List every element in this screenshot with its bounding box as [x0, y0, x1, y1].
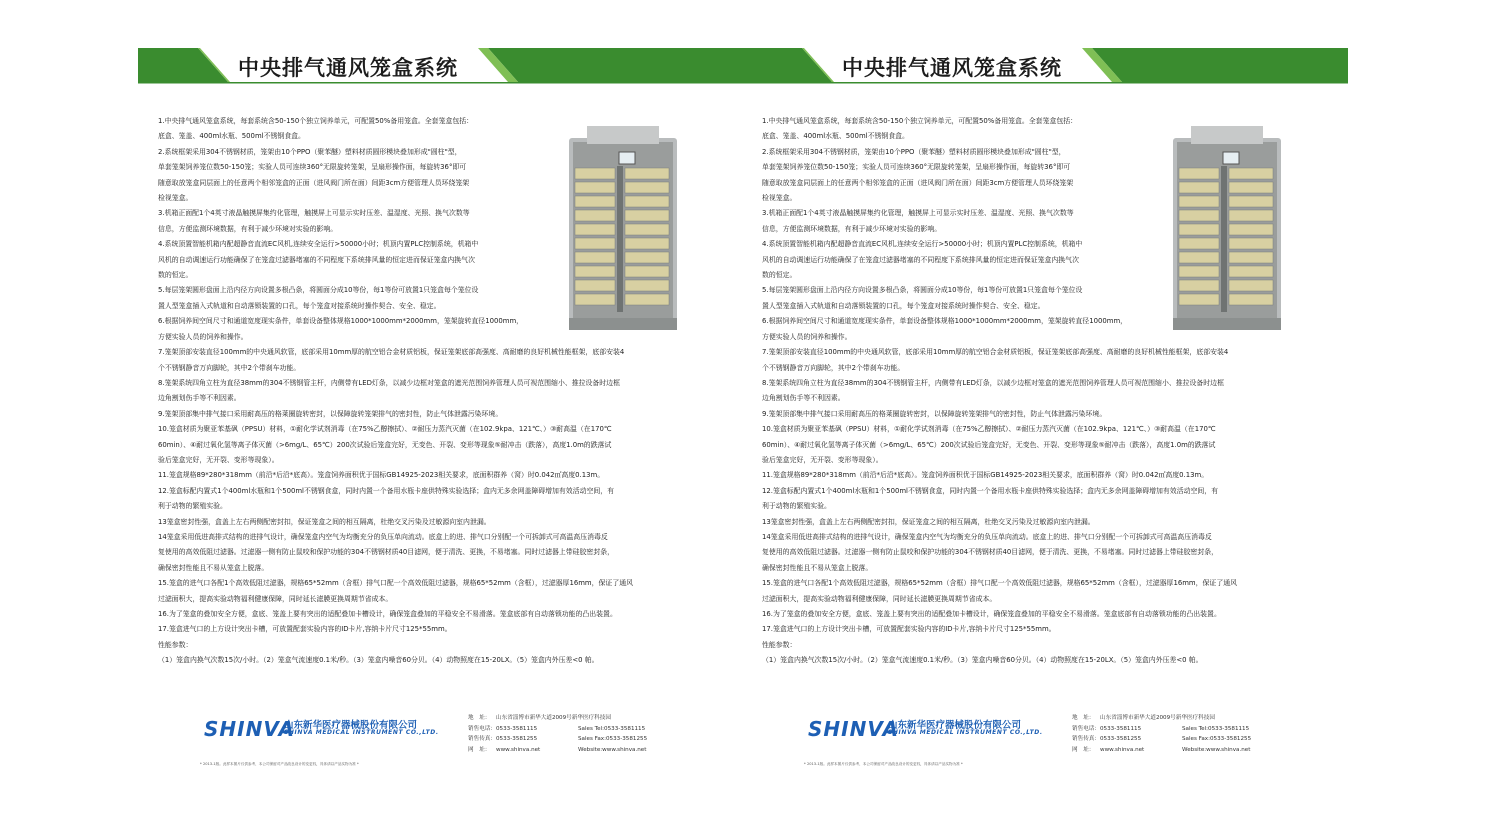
brochure-page-right [742, 0, 1348, 813]
contact-tel: 销售电话：0533-3581115 Sales Tel:0533-3581115 [1072, 725, 1250, 732]
logo-wordmark: SHINVA [808, 717, 899, 741]
spec-paragraph: 1.中央排气通风笼盒系统，每套系统含50-150个独立饲养单元，可配置50%备用笼盒。全套笼盒包括： 底盒、笼盖、400ml水瓶、500ml不锈钢食盒。 [762, 117, 1078, 141]
spec-paragraph: 4.系统顶置智能机箱内配超静音直流EC风机,连续安全运行>50000小时；机顶内置PLC控制系统，机箱中 风机的自动调速运行功能确保了在笼盒过滤器堵塞的不同程度下系统排风量的恒定进而保证笼盒内换气次 数的恒定。 [158, 240, 479, 280]
performance-values: （1）笼盒内换气次数15次/小时。（2）笼盒气流速度0.1米/秒。（3）笼盒内噪音60分贝。（4）动物照度在15-20LX。（5）笼盒内外压差<0 帕。 [762, 656, 1203, 665]
spec-paragraph: 14笼盒采用低进高排式结构的进排气设计，确保笼盒内空气为均衡充分的负压单向流动。底盒上的进、排气口分别配一个可拆卸式可高温高压消毒反 复使用的高效低阻过滤器。过滤器一侧有防止鼠咬和保护功能的304不锈钢材质40目滤网，便于清洗、更换，不易堵塞。同时过滤器上带硅胶密封条， 确保密封性能且不易从笼盒上脱落。 [762, 532, 1219, 572]
spec-paragraph: 14笼盒采用低进高排式结构的进排气设计，确保笼盒内空气为均衡充分的负压单向流动。底盒上的进、排气口分别配一个可拆卸式可高温高压消毒反 复使用的高效低阻过滤器。过滤器一侧有防止鼠咬和保护功能的304不锈钢材质40目滤网，便于清洗、更换，不易堵塞。同时过滤器上带硅胶密封条， 确保密封性能且不易从笼盒上脱落。 [158, 532, 615, 572]
performance-heading: 性能参数： [762, 640, 797, 649]
contact-fax: 销售传真：0533-3581255 Sales Fax:0533-3581255 [468, 736, 648, 743]
spec-paragraph: 12.笼盒标配内置式1个400ml水瓶和1个500ml不锈钢食盒，同时内置一个备用水瓶卡座供特殊实验选择；盒内无多余网盖障碍增加有效活动空间，有 利于动物的繁殖实验。 [158, 486, 615, 511]
spec-paragraph: 5.每层笼架圆形盘面上沿内径方向设置多根凸条，将圆面分成10等份，每1等份可放置1只笼盒每个笼位设 置人型笼盒插入式轨道和自动落锁装置的口孔，每个笼盒对接系统时操作契合、安全、稳定。 [762, 286, 1083, 310]
title-banner [742, 48, 1348, 86]
company-name-en: SHINVA MEDICAL INSTRUMENT CO.,LTD. [888, 729, 1043, 736]
spec-text [762, 114, 1348, 669]
spec-paragraph: 15.笼盒的进气口各配1个高效低阻过滤器，规格65*52mm（含框）排气口配一个高效低阻过滤器，规格65*52mm（含框），过滤器厚16mm，保证了通风 过滤面积大，提高实验动物福利健康保障，同时延长滤膜更换周期节省成本。 [762, 579, 1237, 603]
spec-paragraph: 12.笼盒标配内置式1个400ml水瓶和1个500ml不锈钢食盒，同时内置一个备用水瓶卡座供特殊实验选择；盒内无多余网盖障碍增加有效活动空间，有 利于动物的繁殖实验。 [762, 486, 1219, 511]
company-name-en: SHINVA MEDICAL INSTRUMENT CO.,LTD. [284, 729, 439, 736]
shinva-logo [808, 717, 1043, 741]
spec-paragraph: 4.系统顶置智能机箱内配超静音直流EC风机,连续安全运行>50000小时；机顶内置PLC控制系统，机箱中 风机的自动调速运行功能确保了在笼盒过滤器堵塞的不同程度下系统排风量的恒定进而保证笼盒内换气次 数的恒定。 [762, 240, 1083, 280]
spec-paragraph: 8.笼架系统四角立柱为直径38mm的304不锈钢管主杆，内侧带有LED灯条，以减少边框对笼盒的遮光范围饲养管理人员可视范围缩小、推拉设备时边框 边角割划伤手等不利因素。 [158, 378, 620, 403]
contact-address: 地 址： 山东省淄博市新华大道2009号新华医疗科技园 [468, 715, 611, 721]
brochure-page-left [138, 0, 744, 813]
contact-info [468, 713, 738, 755]
disclaimer: * 2013-1版。此样本图片仅供参考，本公司保留对产品改良设计的变更权，具体请以产品实物为准 * [804, 762, 963, 766]
spec-paragraph: 11.笼盒规格89*280*318mm（前沿*后沿*底高）。笼盒饲养面积优于国标GB14925-2023相关要求，底面积群养（窝）时0.042㎡高度0.13m。 [158, 471, 605, 480]
spec-paragraph: 6.根据饲养间空间尺寸和通道宽度现实条件，单套设备整体规格1000*1000mm*2000mm，笼架旋转直径1000mm， 方便实验人员的饲养和操作。 [158, 317, 524, 341]
spec-paragraph: 3.机箱正面配1个4英寸液晶触摸屏集约化管理，触摸屏上可显示实时压差、温湿度、光照、换气次数等 信息，方便监测环境数据，有利于减少环境对实验的影响。 [762, 209, 1074, 233]
spec-paragraph: 5.每层笼架圆形盘面上沿内径方向设置多根凸条，将圆面分成10等份，每1等份可放置1只笼盒每个笼位设 置人型笼盒插入式轨道和自动落锁装置的口孔，每个笼盒对接系统时操作契合、安全、稳定。 [158, 286, 479, 310]
company-name-cn: 山东新华医疗器械股份有限公司 [284, 720, 418, 731]
contact-tel: 销售电话：0533-3581115 Sales Tel:0533-3581115 [468, 725, 646, 732]
contact-website: 网 址： www.shinva.net Website:www.shinva.net [468, 746, 647, 753]
spec-paragraph: 17.笼盒进气口的上方设计突出卡槽，可放置配套实验内容的ID卡片,容纳卡片尺寸125*55mm。 [158, 625, 452, 634]
brochure-title: 中央排气通风笼盒系统 [238, 56, 458, 80]
spec-paragraph: 10.笼盒材质为聚亚苯基砜（PPSU）材料，①耐化学试剂消毒（在75%乙醇擦拭）、②耐压力蒸汽灭菌（在102.9kpa、121℃、）③耐高温（在170℃ 60min）、④耐过氧化氢等离子体灭菌（>6mg/L、65℃）200次试验后笼盒完好，无变色、开裂、变形等现象⑤耐冲击（跌落），高度1.0m的跌落试 验后笼盒完好，无开裂、变形等现象）。 [762, 425, 1216, 464]
spec-paragraph: 11.笼盒规格89*280*318mm（前沿*后沿*底高）。笼盒饲养面积优于国标GB14925-2023相关要求，底面积群养（窝）时0.042㎡高度0.13m。 [762, 471, 1209, 480]
disclaimer: * 2013-1版。此样本图片仅供参考，本公司保留对产品改良设计的变更权，具体请以产品实物为准 * [200, 762, 359, 766]
contact-website: 网 址： www.shinva.net Website:www.shinva.net [1072, 746, 1251, 753]
brochure-footer [198, 710, 738, 780]
brochure-footer [802, 710, 1342, 780]
spec-paragraph: 15.笼盒的进气口各配1个高效低阻过滤器，规格65*52mm（含框）排气口配一个高效低阻过滤器，规格65*52mm（含框），过滤器厚16mm，保证了通风 过滤面积大，提高实验动物福利健康保障，同时延长滤膜更换周期节省成本。 [158, 579, 633, 603]
company-name-cn: 山东新华医疗器械股份有限公司 [888, 720, 1022, 731]
spec-paragraph: 10.笼盒材质为聚亚苯基砜（PPSU）材料，①耐化学试剂消毒（在75%乙醇擦拭）、②耐压力蒸汽灭菌（在102.9kpa、121℃、）③耐高温（在170℃ 60min）、④耐过氧化氢等离子体灭菌（>6mg/L、65℃）200次试验后笼盒完好，无变色、开裂、变形等现象⑤耐冲击（跌落），高度1.0m的跌落试 验后笼盒完好，无开裂、变形等现象）。 [158, 425, 612, 464]
spec-paragraph: 8.笼架系统四角立柱为直径38mm的304不锈钢管主杆，内侧带有LED灯条，以减少边框对笼盒的遮光范围饲养管理人员可视范围缩小、推拉设备时边框 边角割划伤手等不利因素。 [762, 378, 1224, 403]
spec-paragraph: 3.机箱正面配1个4英寸液晶触摸屏集约化管理，触摸屏上可显示实时压差、温湿度、光照、换气次数等 信息，方便监测环境数据，有利于减少环境对实验的影响。 [158, 209, 470, 233]
spec-paragraph: 9.笼架顶部集中排气接口采用耐高压的格莱圈旋转密封，以保障旋转笼架排气的密封性，防止气体泄露污染环境。 [762, 409, 1107, 418]
spec-paragraph: 16.为了笼盒的叠加安全方便，盒底、笼盖上要有突出的适配叠加卡槽设计，确保笼盒叠加的平稳安全不易滑落。笼盒底部有自动落锁功能的凸出装置。 [158, 610, 617, 618]
spec-paragraph: 13笼盒密封性强，盒盖上左右两侧配密封扣，保证笼盒之间的相互隔离，杜绝交叉污染及过敏源向室内泄漏。 [762, 517, 1095, 526]
spec-paragraph: 7.笼架顶部安装直径100mm的中央通风软管，底部采用10mm厚的航空铝合金材质铝板，保证笼架底部高强度、高耐磨的良好机械性能框架，底部安装4 个不锈钢静音万向脚轮，其中2个带刹车功能。 [762, 348, 1229, 372]
contact-info [1072, 713, 1342, 755]
contact-address: 地 址： 山东省淄博市新华大道2009号新华医疗科技园 [1072, 715, 1215, 721]
logo-wordmark: SHINVA [204, 717, 295, 741]
performance-values: （1）笼盒内换气次数15次/小时。（2）笼盒气流速度0.1米/秒。（3）笼盒内噪音60分贝。（4）动物照度在15-20LX。（5）笼盒内外压差<0 帕。 [158, 656, 599, 665]
spec-paragraph: 1.中央排气通风笼盒系统，每套系统含50-150个独立饲养单元，可配置50%备用笼盒。全套笼盒包括： 底盒、笼盖、400ml水瓶、500ml不锈钢食盒。 [158, 117, 474, 141]
spec-paragraph: 17.笼盒进气口的上方设计突出卡槽，可放置配套实验内容的ID卡片,容纳卡片尺寸125*55mm。 [762, 625, 1056, 634]
spec-paragraph: 13笼盒密封性强，盒盖上左右两侧配密封扣，保证笼盒之间的相互隔离，杜绝交叉污染及过敏源向室内泄漏。 [158, 517, 491, 526]
title-banner [138, 48, 744, 86]
performance-heading: 性能参数： [158, 640, 193, 649]
contact-fax: 销售传真：0533-3581255 Sales Fax:0533-3581255 [1072, 736, 1252, 743]
spec-paragraph: 6.根据饲养间空间尺寸和通道宽度现实条件，单套设备整体规格1000*1000mm*2000mm，笼架旋转直径1000mm， 方便实验人员的饲养和操作。 [762, 317, 1128, 341]
spec-text [158, 114, 744, 669]
shinva-logo [204, 717, 439, 741]
spec-paragraph: 16.为了笼盒的叠加安全方便，盒底、笼盖上要有突出的适配叠加卡槽设计，确保笼盒叠加的平稳安全不易滑落。笼盒底部有自动落锁功能的凸出装置。 [762, 610, 1221, 618]
brochure-title: 中央排气通风笼盒系统 [842, 56, 1062, 80]
spec-paragraph: 2.系统框架采用304不锈钢材质，笼架由10个PPO（聚苯醚）塑料材质圆形模块叠加形成"圆柱"型， 单套笼架饲养笼位数50-150笼；实验人员可连续360°无限旋转笼架，呈扇形操作面，每旋转36°即可 随意取放笼盒同层面上的任意两个相邻笼盒的正面（进风阀门所在面）间距3cm方便管理人员环绕笼架 检视笼盒。 [762, 147, 1074, 203]
spec-paragraph: 2.系统框架采用304不锈钢材质，笼架由10个PPO（聚苯醚）塑料材质圆形模块叠加形成"圆柱"型， 单套笼架饲养笼位数50-150笼；实验人员可连续360°无限旋转笼架，呈扇形操作面，每旋转36°即可 随意取放笼盒同层面上的任意两个相邻笼盒的正面（进风阀门所在面）间距3cm方便管理人员环绕笼架 检视笼盒。 [158, 147, 470, 203]
spec-paragraph: 7.笼架顶部安装直径100mm的中央通风软管，底部采用10mm厚的航空铝合金材质铝板，保证笼架底部高强度、高耐磨的良好机械性能框架，底部安装4 个不锈钢静音万向脚轮，其中2个带刹车功能。 [158, 348, 625, 372]
spec-paragraph: 9.笼架顶部集中排气接口采用耐高压的格莱圈旋转密封，以保障旋转笼架排气的密封性，防止气体泄露污染环境。 [158, 409, 503, 418]
